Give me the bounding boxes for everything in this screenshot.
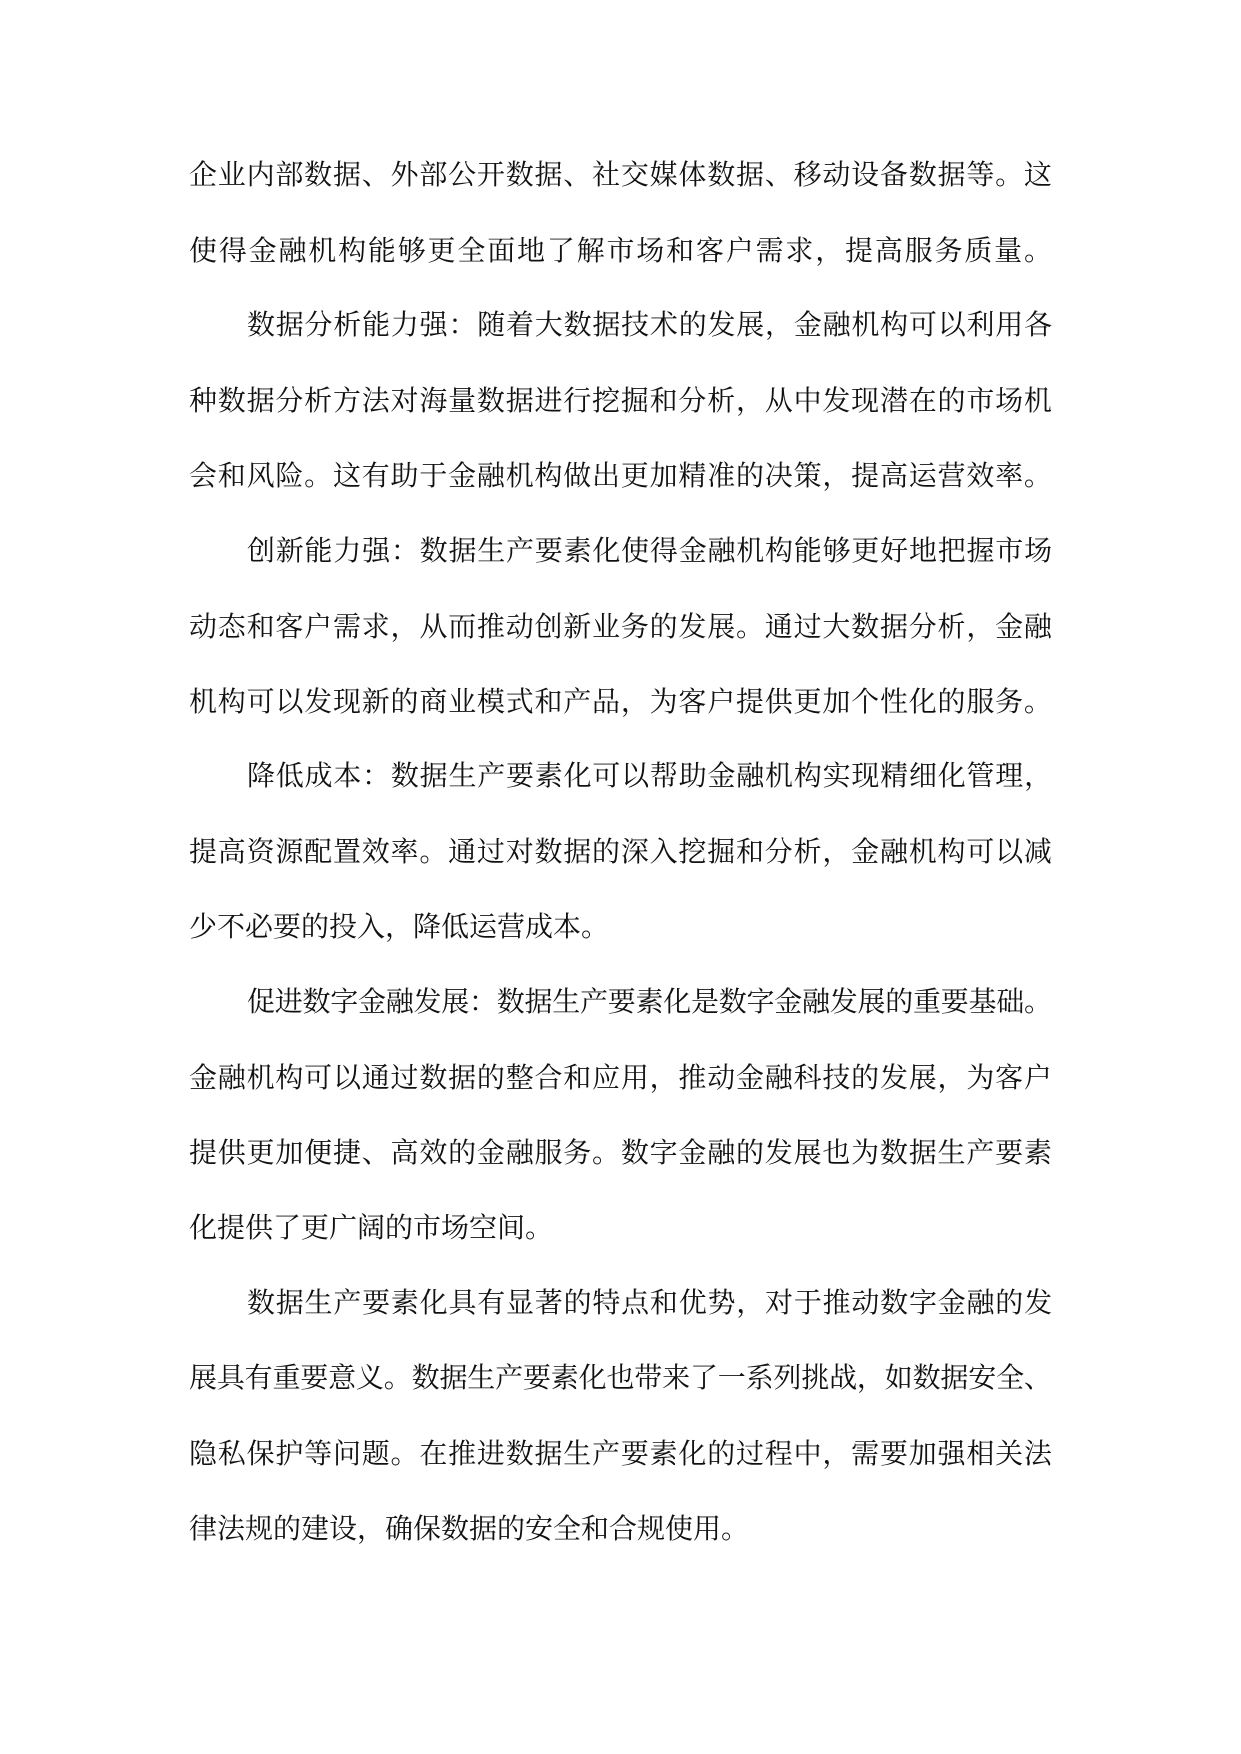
- text-line: 提高资源配置效率。通过对数据的深入挖掘和分析，金融机构可以减: [189, 835, 1053, 868]
- text-line: 律法规的建设，确保数据的安全和合规使用。: [189, 1512, 750, 1545]
- text-line: 隐私保护等问题。在推进数据生产要素化的过程中，需要加强相关法: [189, 1437, 1053, 1470]
- text-line: 降低成本：数据生产要素化可以帮助金融机构实现精细化管理，: [247, 759, 1053, 792]
- text-line: 数据生产要素化具有显著的特点和优势，对于推动数字金融的发: [247, 1286, 1053, 1319]
- text-line: 机构可以发现新的商业模式和产品，为客户提供更加个性化的服务。: [189, 685, 1053, 718]
- text-line: 动态和客户需求，从而推动创新业务的发展。通过大数据分析，金融: [189, 610, 1053, 643]
- text-line: 使得金融机构能够更全面地了解市场和客户需求，提高服务质量。: [189, 234, 1054, 267]
- text-line: 会和风险。这有助于金融机构做出更加精准的决策，提高运营效率。: [189, 459, 1053, 492]
- text-line: 数据分析能力强：随着大数据技术的发展，金融机构可以利用各: [247, 308, 1053, 341]
- text-line: 企业内部数据、外部公开数据、社交媒体数据、移动设备数据等。这: [189, 158, 1053, 191]
- text-line: 化提供了更广阔的市场空间。: [189, 1211, 554, 1244]
- text-line: 展具有重要意义。数据生产要素化也带来了一系列挑战，如数据安全、: [189, 1361, 1052, 1394]
- text-line: 促进数字金融发展：数据生产要素化是数字金融发展的重要基础。: [247, 985, 1052, 1018]
- text-line: 少不必要的投入，降低运营成本。: [189, 910, 610, 943]
- text-line: 创新能力强：数据生产要素化使得金融机构能够更好地把握市场: [247, 534, 1053, 567]
- text-line: 金融机构可以通过数据的整合和应用，推动金融科技的发展，为客户: [189, 1061, 1053, 1094]
- text-line: 种数据分析方法对海量数据进行挖掘和分析，从中发现潜在的市场机: [189, 384, 1053, 417]
- text-line: 提供更加便捷、高效的金融服务。数字金融的发展也为数据生产要素: [189, 1136, 1053, 1169]
